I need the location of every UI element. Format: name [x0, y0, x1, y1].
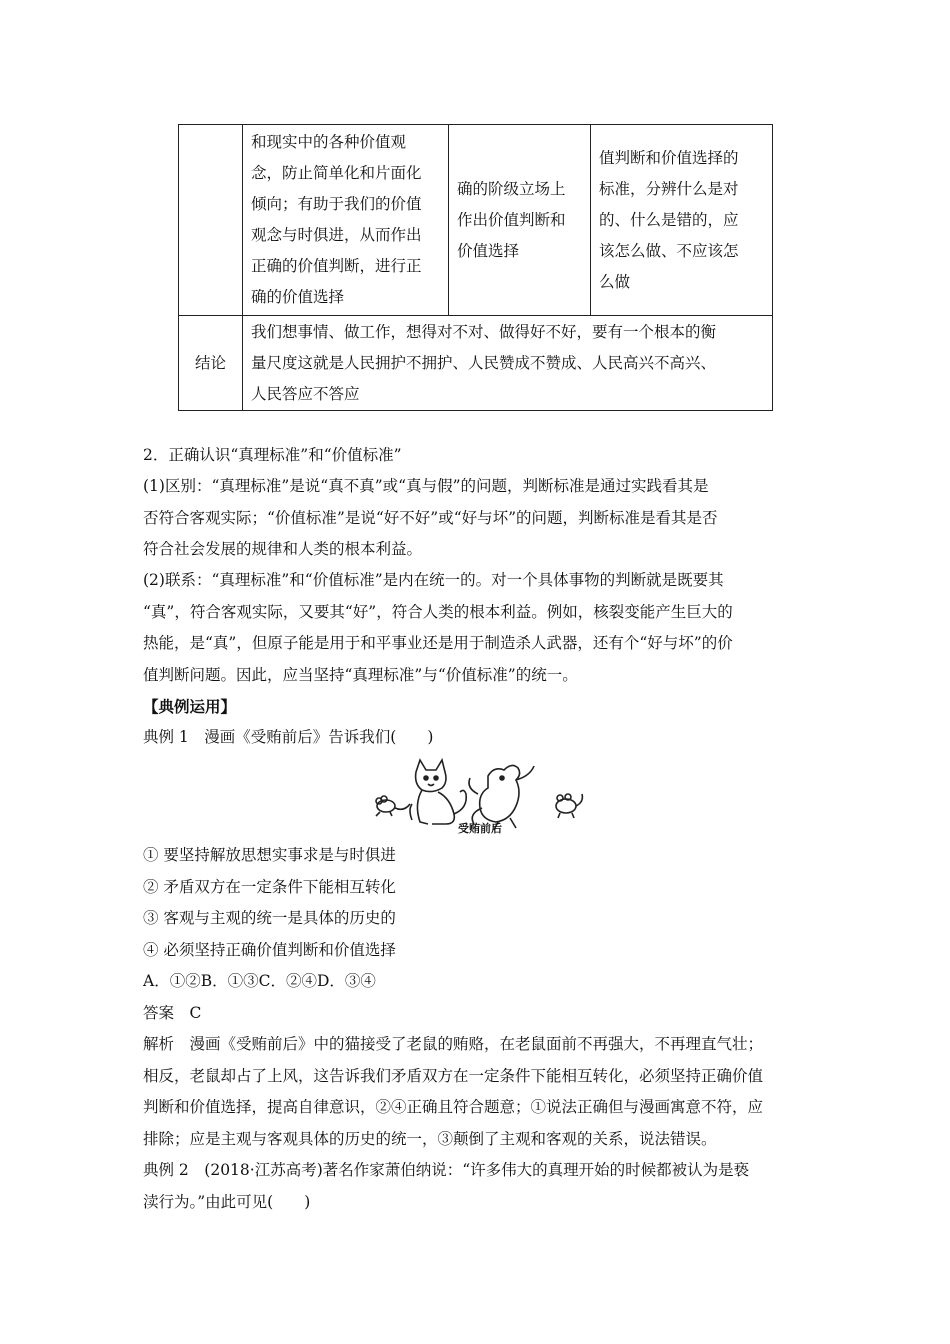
section-heading: 2．正确认识“真理标准”和“价值标准” [143, 446, 402, 464]
options-list [143, 840, 811, 1029]
row-label-conclusion: 结论 [179, 316, 243, 411]
option-item: ③ 客观与主观的统一是具体的历史的 [143, 909, 396, 927]
cell-text: 和现实中的各种价值观 念，防止简单化和片面化 倾向；有助于我们的价值 观念与时俱进，从而作出 正确的价值判断，进行正 确的价值选择 [251, 133, 422, 306]
text-line: 热能，是“真”，但原子能是用于和平事业还是用于制造杀人武器，还有个“好与坏”的价 [143, 634, 733, 652]
text-line: 解析 漫画《受贿前后》中的猫接受了老鼠的贿赂，在老鼠面前不再强大，不再理直气壮； [143, 1035, 764, 1053]
text-line: (1)区别：“真理标准”是说“真不真”或“真与假”的问题，判断标准是通过实践看其是 [143, 477, 709, 495]
table-row [179, 125, 773, 316]
text-line: 相反，老鼠却占了上风，这告诉我们矛盾双方在一定条件下能相互转化，必须坚持正确价值 [143, 1066, 764, 1085]
cell-text: 确的阶级立场上 作出价值判断和 价值选择 [457, 179, 566, 260]
cell-text: 值判断和价值选择的 标准，分辨什么是对 的、什么是错的，应 该怎么做、不应该怎 么做 [599, 148, 739, 291]
comic-caption: 受贿前后 [458, 822, 502, 835]
example2-stem [143, 1155, 811, 1218]
text-line: (2)联系：“真理标准”和“价值标准”是内在统一的。对一个具体事物的判断就是既要其 [143, 571, 724, 589]
analysis-paragraph [143, 1029, 811, 1155]
paragraph-distinction [143, 471, 811, 566]
table-cell [243, 316, 773, 411]
mouse-small-left [376, 796, 410, 816]
answer-choices: A．①②B．①③C．②④D．③④ [143, 972, 376, 990]
text-line: 符合社会发展的规律和人类的根本利益。 [143, 540, 423, 558]
comparison-table [178, 124, 773, 411]
text-line: 排除；应是主观与客观具体的历史的统一，③颠倒了主观和客观的关系，说法错误。 [143, 1129, 717, 1148]
text-line: “真”，符合客观实际，又要其“好”，符合人类的根本利益。例如，核裂变能产生巨大的 [143, 602, 733, 621]
table-row [179, 316, 773, 411]
paragraph-connection [143, 565, 811, 691]
example-heading: 【典例运用】 [143, 697, 237, 716]
example1-stem: 典例 1 漫画《受贿前后》告诉我们( ) [143, 728, 434, 746]
text-line: 判断和价值选择，提高自律意识，②④正确且符合题意；①说法正确但与漫画寓意不符，应 [143, 1098, 764, 1116]
conclusion-text: 我们想事情、做工作，想得对不对、做得好不好，要有一个根本的衡 量尺度这就是人民拥护不拥护、人民赞成不赞成、人民高兴不高兴、 人民答应不答应 [251, 322, 717, 403]
cat-figure [410, 760, 466, 824]
mouse-small-right [556, 794, 582, 818]
option-item: ④ 必须坚持正确价值判断和价值选择 [143, 940, 396, 959]
option-item: ① 要坚持解放思想实事求是与时俱进 [143, 846, 396, 864]
option-item: ② 矛盾双方在一定条件下能相互转化 [143, 877, 396, 896]
table-cell [449, 125, 591, 316]
text-line: 典例 2 (2018·江苏高考)著名作家萧伯纳说：“许多伟大的真理开始的时候都被认为是亵 [143, 1161, 750, 1179]
table-cell [591, 125, 773, 316]
table-cell-empty [179, 125, 243, 316]
table-cell [243, 125, 449, 316]
text-line: 值判断问题。因此，应当坚持“真理标准”与“价值标准”的统一。 [143, 665, 578, 684]
answer-line: 答案 C [143, 1003, 202, 1022]
text-line: 渎行为。”由此可见( ) [143, 1192, 311, 1211]
text-line: 否符合客观实际；“价值标准”是说“好不好”或“好与坏”的问题，判断标准是看其是否 [143, 508, 718, 527]
